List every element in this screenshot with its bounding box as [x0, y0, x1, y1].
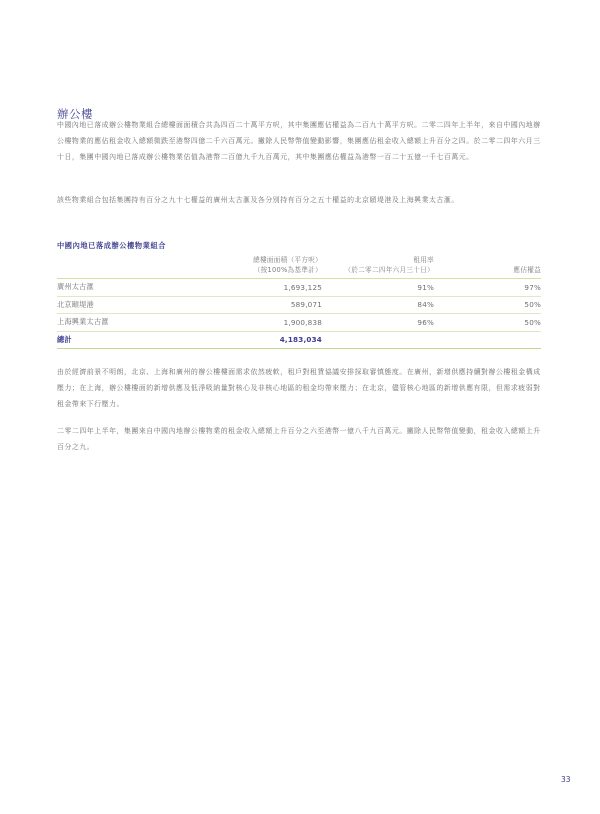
total-label: 總計 — [57, 331, 202, 349]
table-row — [57, 314, 541, 332]
cell-area: 1,900,838 — [202, 314, 322, 332]
section-title: 辦公樓 — [57, 106, 93, 121]
total-interest-empty — [434, 331, 541, 349]
cell-interest: 50% — [434, 296, 541, 314]
paragraph-market-conditions: 由於經濟前景不明朗，北京、上海和廣州的辦公樓樓面需求依然疲軟，租戶對租賃協議安排採取審慎態度。在廣州，新增供應持續對辦公樓租金構成壓力；在上海，辦公樓樓面的新增供應及低淨吸納量對核心及非核心地區的租金均帶來壓力；在北京，儘管核心地區的新增供應有限，但需求疲弱對租金帶來下行壓力。 — [57, 368, 541, 408]
paragraph-portfolio-composition: 該些物業組合包括集團持有百分之九十七權益的廣州太古滙及各分別持有百分之五十權益的北京頤堤港及上海興業太古滙。 — [57, 196, 459, 204]
header-occupancy — [322, 256, 434, 279]
table-total-row — [57, 331, 541, 349]
table-header-row — [57, 256, 541, 279]
header-area-line1: 總樓面面積（平方呎） — [253, 256, 322, 264]
cell-name: 廣州太古滙 — [57, 279, 202, 297]
header-area-line2: （按100%為基準計） — [253, 265, 322, 274]
cell-interest: 50% — [434, 314, 541, 332]
cell-name: 上海興業太古滙 — [57, 314, 202, 332]
table-row — [57, 296, 541, 314]
cell-interest: 97% — [434, 279, 541, 297]
paragraph-portfolio-overview: 中國內地已落成辦公樓物業組合總樓面面積合共為四百二十萬平方呎，其中集團應佔權益為二百九十萬平方呎。二零二四年上半年，來自中國內地辦公樓物業的應佔租金收入總額微跌至港幣四億二千六百萬元。撇除人民幣幣值變動影響，集團應佔租金收入總額上升百分之四。於二零二四年六月三十日，集團中國內地已落成辦公樓物業估值為港幣二百億九千九百萬元，其中集團應佔權益為港幣一百二十五億一千七百萬元。 — [57, 121, 541, 161]
header-gross-floor-area — [202, 256, 322, 279]
cell-occupancy: 84% — [322, 296, 434, 314]
total-occupancy-empty — [322, 331, 434, 349]
header-occupancy-line1: 租用率 — [413, 256, 434, 264]
cell-area: 1,693,125 — [202, 279, 322, 297]
table-row — [57, 279, 541, 297]
header-attributable-interest: 應佔權益 — [434, 256, 541, 279]
header-occupancy-line2: （於二零二四年六月三十日） — [344, 265, 434, 274]
cell-occupancy: 91% — [322, 279, 434, 297]
cell-area: 589,071 — [202, 296, 322, 314]
page-number: 33 — [561, 775, 571, 784]
table-title: 中國內地已落成辦公樓物業組合 — [57, 241, 167, 250]
header-name — [57, 256, 202, 279]
office-portfolio-table — [57, 256, 541, 349]
paragraph-rental-income: 二零二四年上半年，集團來自中國內地辦公樓物業的租金收入總額上升百分之六至港幣一億八千九百萬元。撇除人民幣幣值變動，租金收入總額上升百分之九。 — [57, 427, 541, 451]
cell-name: 北京頤堤港 — [57, 296, 202, 314]
total-area: 4,183,034 — [202, 331, 322, 349]
cell-occupancy: 96% — [322, 314, 434, 332]
